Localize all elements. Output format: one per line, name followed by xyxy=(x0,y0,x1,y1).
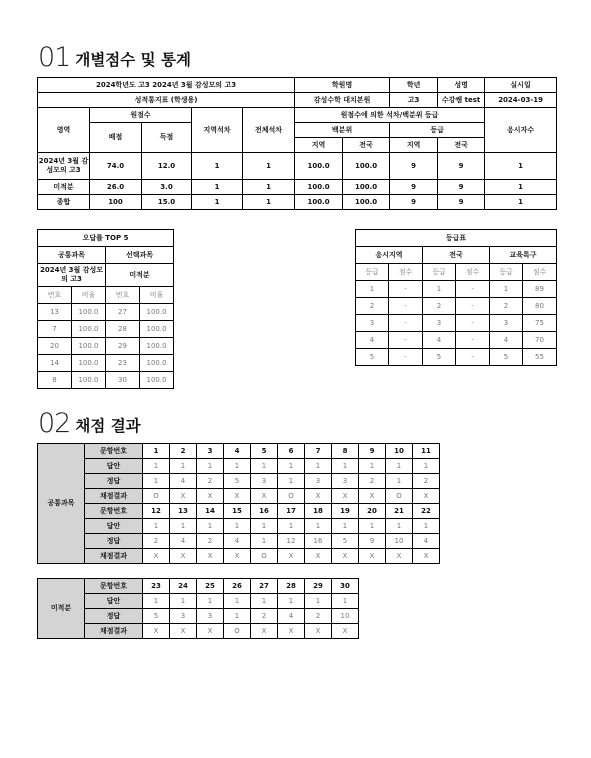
key-header: 정답 xyxy=(85,474,143,489)
correct-answer: 5 xyxy=(332,534,359,549)
grading-result: X xyxy=(332,624,359,639)
question-number: 15 xyxy=(224,504,251,519)
question-number: 9 xyxy=(359,444,386,459)
grading-result: O xyxy=(251,549,278,564)
grading-result: X xyxy=(170,489,197,504)
grading-result: X xyxy=(197,549,224,564)
score-col-header: 점수 xyxy=(456,264,490,281)
top5-common-rate: 100.0 xyxy=(72,338,106,355)
date-label: 실시일 xyxy=(485,78,557,93)
correct-answer: 5 xyxy=(224,474,251,489)
wrong-answer-top5-table xyxy=(37,229,174,389)
question-number: 12 xyxy=(143,504,170,519)
grade-value: 고3 xyxy=(390,93,438,108)
top5-elective-no: 30 xyxy=(106,372,140,389)
academy-label: 학원명 xyxy=(295,78,390,93)
correct-answer: 1 xyxy=(278,474,305,489)
rank-all: 1 xyxy=(243,153,295,180)
score-cell: - xyxy=(456,281,490,298)
grading-result: X xyxy=(224,489,251,504)
answer-header: 답안 xyxy=(85,594,143,609)
grading-result: X xyxy=(170,624,197,639)
student-answer: 1 xyxy=(143,519,170,534)
score-cell: - xyxy=(456,332,490,349)
student-answer: 1 xyxy=(224,519,251,534)
correct-answer: 2 xyxy=(197,474,224,489)
correct-answer: 1 xyxy=(143,474,170,489)
question-number: 2 xyxy=(170,444,197,459)
grading-result: X xyxy=(143,549,170,564)
section2-title: 채점 결과 xyxy=(75,417,141,435)
score-stats-table xyxy=(37,77,557,210)
correct-answer: 2 xyxy=(251,609,278,624)
question-number: 25 xyxy=(197,579,224,594)
question-number: 18 xyxy=(305,504,332,519)
top5-elective-no: 27 xyxy=(106,304,140,321)
grade-cell: 2 xyxy=(490,298,523,315)
section1-title: 개별점수 및 통계 xyxy=(75,51,191,69)
score-cell: - xyxy=(389,349,423,366)
top5-common-name: 2024년 3월 감성모의 고3 xyxy=(38,264,106,287)
student-answer: 1 xyxy=(332,459,359,474)
grading-result: X xyxy=(413,489,440,504)
grading-result: X xyxy=(251,489,278,504)
student-answer: 1 xyxy=(413,519,440,534)
grade-cell: 3 xyxy=(423,315,456,332)
question-number: 17 xyxy=(278,504,305,519)
header-area: 영역 xyxy=(38,108,90,153)
grading-result: X xyxy=(170,549,197,564)
grading-result: X xyxy=(386,549,413,564)
header-pct-nation: 전국 xyxy=(343,138,390,153)
student-answer: 1 xyxy=(170,594,197,609)
correct-answer: 1 xyxy=(251,534,278,549)
grade-cell: 1 xyxy=(423,281,456,298)
question-number: 27 xyxy=(251,579,278,594)
top5-common-no: 7 xyxy=(38,321,72,338)
exam-name: 2024학년도 고3 2024년 3월 감성모의 고3 xyxy=(38,78,295,93)
student-answer: 1 xyxy=(278,594,305,609)
percentile-local: 100.0 xyxy=(295,180,343,195)
earned-score: 3.0 xyxy=(142,180,192,195)
grading-result: O xyxy=(224,624,251,639)
student-answer: 1 xyxy=(359,459,386,474)
grading-result: X xyxy=(332,549,359,564)
section1-heading xyxy=(38,44,191,71)
grade-cell: 1 xyxy=(356,281,389,298)
question-number: 10 xyxy=(386,444,413,459)
correct-answer: 4 xyxy=(170,534,197,549)
question-number: 30 xyxy=(332,579,359,594)
correct-answer: 1 xyxy=(224,609,251,624)
score-cell: - xyxy=(389,315,423,332)
score-cell: 80 xyxy=(523,298,557,315)
student-answer: 1 xyxy=(224,459,251,474)
student-answer: 1 xyxy=(386,519,413,534)
grade-cell: 5 xyxy=(356,349,389,366)
question-number: 3 xyxy=(197,444,224,459)
section2-heading xyxy=(38,410,141,437)
correct-answer: 2 xyxy=(413,474,440,489)
academy-value: 감성수학 대치본원 xyxy=(295,93,390,108)
question-number: 5 xyxy=(251,444,278,459)
student-answer: 1 xyxy=(278,519,305,534)
top5-elective-header: 선택과목 xyxy=(106,247,174,264)
question-number-header: 문항번호 xyxy=(85,504,143,519)
student-answer: 1 xyxy=(143,594,170,609)
student-answer: 1 xyxy=(386,459,413,474)
full-score: 74.0 xyxy=(90,153,142,180)
grade-local-header: 응시지역 xyxy=(356,247,423,264)
rank-all: 1 xyxy=(243,180,295,195)
grading-result: X xyxy=(278,549,305,564)
student-answer: 1 xyxy=(332,519,359,534)
student-answer: 1 xyxy=(332,594,359,609)
correct-answer: 4 xyxy=(278,609,305,624)
correct-answer: 16 xyxy=(305,534,332,549)
question-number: 7 xyxy=(305,444,332,459)
student-answer: 1 xyxy=(197,459,224,474)
header-score: 득점 xyxy=(142,123,192,153)
rank-local: 1 xyxy=(192,180,243,195)
area-name: 미적분 xyxy=(38,180,90,195)
top5-common-no: 20 xyxy=(38,338,72,355)
top5-no-header: 번호 xyxy=(38,287,72,304)
student-answer: 1 xyxy=(224,594,251,609)
grading-result: X xyxy=(359,489,386,504)
correct-answer: 4 xyxy=(224,534,251,549)
correct-answer: 2 xyxy=(197,534,224,549)
question-number: 22 xyxy=(413,504,440,519)
grading-result: X xyxy=(197,624,224,639)
rank-local: 1 xyxy=(192,153,243,180)
score-cell: - xyxy=(456,315,490,332)
score-cell: - xyxy=(456,349,490,366)
top5-common-rate: 100.0 xyxy=(72,372,106,389)
percentile-nation: 100.0 xyxy=(343,195,390,210)
grading-result: X xyxy=(143,624,170,639)
score-cell: - xyxy=(389,281,423,298)
name-value: 수강쌤 test xyxy=(438,93,485,108)
area-name: 2024년 3월 감성모의 고3 xyxy=(38,153,90,180)
grading-result: O xyxy=(143,489,170,504)
grade-col-header: 등급 xyxy=(490,264,523,281)
rank-all: 1 xyxy=(243,195,295,210)
top5-common-rate: 100.0 xyxy=(72,304,106,321)
student-answer: 1 xyxy=(251,519,278,534)
student-answer: 1 xyxy=(197,594,224,609)
question-number: 1 xyxy=(143,444,170,459)
elective-subject-label: 미적분 xyxy=(38,579,85,639)
grading-result: X xyxy=(224,549,251,564)
score-cell: 55 xyxy=(523,349,557,366)
correct-answer: 4 xyxy=(413,534,440,549)
score-cell: 70 xyxy=(523,332,557,349)
grading-result: X xyxy=(359,549,386,564)
question-number: 29 xyxy=(305,579,332,594)
student-answer: 1 xyxy=(413,459,440,474)
top5-elective-rate: 100.0 xyxy=(140,355,174,372)
header-grade: 등급 xyxy=(390,123,485,138)
grade-cell: 2 xyxy=(356,298,389,315)
top5-elective-rate: 100.0 xyxy=(140,372,174,389)
percentile-local: 100.0 xyxy=(295,153,343,180)
question-number-header: 문항번호 xyxy=(85,579,143,594)
grading-result: X xyxy=(251,624,278,639)
section1-number: 01 xyxy=(38,42,71,73)
common-subject-label: 공통과목 xyxy=(38,444,85,564)
top5-elective-rate: 100.0 xyxy=(140,338,174,355)
question-number: 24 xyxy=(170,579,197,594)
rank-local: 1 xyxy=(192,195,243,210)
question-number: 26 xyxy=(224,579,251,594)
student-answer: 1 xyxy=(197,519,224,534)
top5-common-no: 14 xyxy=(38,355,72,372)
question-number: 16 xyxy=(251,504,278,519)
question-number: 6 xyxy=(278,444,305,459)
grade-nation: 9 xyxy=(438,195,485,210)
result-header: 채점결과 xyxy=(85,549,143,564)
score-cell: - xyxy=(389,332,423,349)
grade-local: 9 xyxy=(390,195,438,210)
test-count: 1 xyxy=(485,153,557,180)
correct-answer: 3 xyxy=(197,609,224,624)
student-answer: 1 xyxy=(305,594,332,609)
top5-common-no: 13 xyxy=(38,304,72,321)
question-number: 19 xyxy=(332,504,359,519)
grade-cut-table xyxy=(355,229,557,366)
test-count: 1 xyxy=(485,180,557,195)
header-count: 응시자수 xyxy=(485,108,557,153)
score-cell: - xyxy=(389,298,423,315)
score-col-header: 점수 xyxy=(523,264,557,281)
area-name: 종합 xyxy=(38,195,90,210)
top5-elective-no: 29 xyxy=(106,338,140,355)
top5-elective-name: 미적분 xyxy=(106,264,174,287)
score-cell: 89 xyxy=(523,281,557,298)
grading-result: X xyxy=(305,549,332,564)
name-label: 성명 xyxy=(438,78,485,93)
correct-answer: 10 xyxy=(332,609,359,624)
question-number-header: 문항번호 xyxy=(85,444,143,459)
correct-answer: 12 xyxy=(278,534,305,549)
grade-local: 9 xyxy=(390,153,438,180)
top5-elective-no: 23 xyxy=(106,355,140,372)
grade-edu-header: 교육특구 xyxy=(490,247,557,264)
question-number: 8 xyxy=(332,444,359,459)
header-full: 배점 xyxy=(90,123,142,153)
grade-col-header: 등급 xyxy=(356,264,389,281)
percentile-nation: 100.0 xyxy=(343,153,390,180)
grade-cell: 1 xyxy=(490,281,523,298)
earned-score: 12.0 xyxy=(142,153,192,180)
grade-nation: 9 xyxy=(438,180,485,195)
top5-common-rate: 100.0 xyxy=(72,355,106,372)
score-cell: - xyxy=(456,298,490,315)
student-answer: 1 xyxy=(170,459,197,474)
header-rank-local: 지역석차 xyxy=(192,108,243,153)
student-answer: 1 xyxy=(359,519,386,534)
top5-rate-header: 비율 xyxy=(72,287,106,304)
report-type: 성적통지표 (학생용) xyxy=(38,93,295,108)
question-number: 14 xyxy=(197,504,224,519)
grade-cell: 2 xyxy=(423,298,456,315)
answer-header: 답안 xyxy=(85,519,143,534)
common-results-table xyxy=(37,443,440,564)
correct-answer: 9 xyxy=(359,534,386,549)
score-cell: 75 xyxy=(523,315,557,332)
elective-results-table xyxy=(37,578,359,639)
student-answer: 1 xyxy=(278,459,305,474)
question-number: 13 xyxy=(170,504,197,519)
grade-label: 학년 xyxy=(390,78,438,93)
full-score: 100 xyxy=(90,195,142,210)
answer-header: 답안 xyxy=(85,459,143,474)
grading-result: O xyxy=(386,489,413,504)
student-answer: 1 xyxy=(143,459,170,474)
grade-cell: 5 xyxy=(490,349,523,366)
header-percentile: 백분위 xyxy=(295,123,390,138)
student-answer: 1 xyxy=(305,459,332,474)
correct-answer: 2 xyxy=(359,474,386,489)
student-answer: 1 xyxy=(170,519,197,534)
result-header: 채점결과 xyxy=(85,489,143,504)
grade-table-title: 등급표 xyxy=(356,230,557,247)
section2-number: 02 xyxy=(38,408,71,439)
full-score: 26.0 xyxy=(90,180,142,195)
grading-result: X xyxy=(197,489,224,504)
grade-cell: 4 xyxy=(490,332,523,349)
grading-result: O xyxy=(278,489,305,504)
grade-cell: 4 xyxy=(423,332,456,349)
correct-answer: 3 xyxy=(170,609,197,624)
grade-cell: 4 xyxy=(356,332,389,349)
key-header: 정답 xyxy=(85,609,143,624)
score-col-header: 점수 xyxy=(389,264,423,281)
percentile-nation: 100.0 xyxy=(343,180,390,195)
grading-result: X xyxy=(278,624,305,639)
grade-nation: 9 xyxy=(438,153,485,180)
top5-common-rate: 100.0 xyxy=(72,321,106,338)
correct-answer: 3 xyxy=(251,474,278,489)
correct-answer: 10 xyxy=(386,534,413,549)
question-number: 4 xyxy=(224,444,251,459)
top5-no-header: 번호 xyxy=(106,287,140,304)
correct-answer: 1 xyxy=(386,474,413,489)
header-rank-all: 전체석차 xyxy=(243,108,295,153)
correct-answer: 3 xyxy=(305,474,332,489)
top5-title: 오답률 TOP 5 xyxy=(38,230,174,247)
grading-result: X xyxy=(413,549,440,564)
top5-common-no: 8 xyxy=(38,372,72,389)
test-count: 1 xyxy=(485,195,557,210)
grade-cell: 3 xyxy=(490,315,523,332)
top5-elective-no: 28 xyxy=(106,321,140,338)
top5-common-header: 공통과목 xyxy=(38,247,106,264)
header-raw-score: 원점수 xyxy=(90,108,192,123)
question-number: 11 xyxy=(413,444,440,459)
top5-elective-rate: 100.0 xyxy=(140,321,174,338)
header-pct-local: 지역 xyxy=(295,138,343,153)
header-based: 원점수에 의한 석차/백분위 등급 xyxy=(295,108,485,123)
correct-answer: 3 xyxy=(332,474,359,489)
percentile-local: 100.0 xyxy=(295,195,343,210)
question-number: 23 xyxy=(143,579,170,594)
correct-answer: 4 xyxy=(170,474,197,489)
correct-answer: 2 xyxy=(143,534,170,549)
correct-answer: 5 xyxy=(143,609,170,624)
student-answer: 1 xyxy=(305,519,332,534)
date-value: 2024-03-19 xyxy=(485,93,557,108)
earned-score: 15.0 xyxy=(142,195,192,210)
question-number: 28 xyxy=(278,579,305,594)
top5-elective-rate: 100.0 xyxy=(140,304,174,321)
correct-answer: 2 xyxy=(305,609,332,624)
grading-result: X xyxy=(305,624,332,639)
header-grade-local: 지역 xyxy=(390,138,438,153)
grade-col-header: 등급 xyxy=(423,264,456,281)
grade-local: 9 xyxy=(390,180,438,195)
grading-result: X xyxy=(305,489,332,504)
grade-cell: 3 xyxy=(356,315,389,332)
student-answer: 1 xyxy=(251,594,278,609)
top5-rate-header: 비율 xyxy=(140,287,174,304)
grade-nation-header: 전국 xyxy=(423,247,490,264)
grade-cell: 5 xyxy=(423,349,456,366)
student-answer: 1 xyxy=(251,459,278,474)
grading-result: X xyxy=(332,489,359,504)
key-header: 정답 xyxy=(85,534,143,549)
question-number: 21 xyxy=(386,504,413,519)
result-header: 채점결과 xyxy=(85,624,143,639)
header-grade-nation: 전국 xyxy=(438,138,485,153)
question-number: 20 xyxy=(359,504,386,519)
